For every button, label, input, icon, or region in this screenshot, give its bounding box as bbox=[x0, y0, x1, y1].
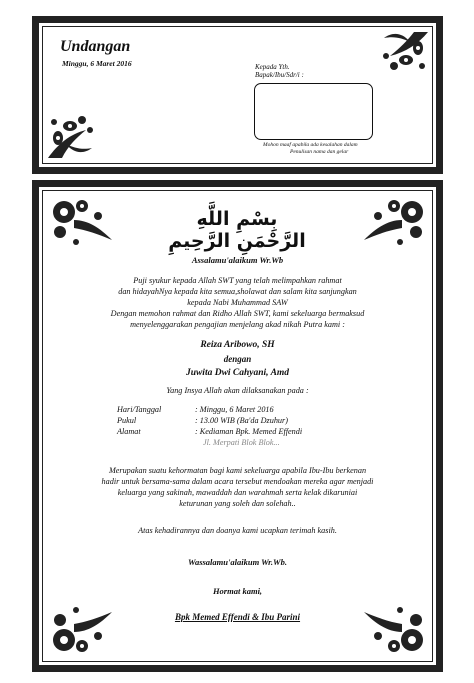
para1-line5: menyelenggarakan pengajian menjelang akad nikah Putra kami : bbox=[130, 320, 345, 329]
para2-line3: keluarga yang sakinah, mawaddah dan warahmah serta kelak dikaruniai bbox=[117, 488, 358, 497]
corner-ornament-icon bbox=[360, 598, 430, 658]
regards-text: Hormat kami, bbox=[212, 586, 263, 596]
detail-value-date: : Minggu, 6 Maret 2016 bbox=[195, 405, 274, 414]
to-label: Kepada Yth. bbox=[255, 63, 290, 71]
detail-label-address: Alamat bbox=[117, 427, 141, 436]
closing-greeting: Wassalamu'alaikum Wr.Wb. bbox=[188, 557, 287, 567]
recipient-label: Bapak/Ibu/Sdr/i : bbox=[255, 71, 304, 79]
envelope-date: Minggu, 6 Maret 2016 bbox=[62, 59, 132, 68]
para2-line1: Merupakan suatu kehormatan bagi kami sekeluarga apabila Ibu-Ibu berkenan bbox=[108, 466, 367, 475]
corner-ornament-icon bbox=[46, 598, 116, 658]
name-note-line2: Penulisan nama dan gelar bbox=[290, 149, 349, 155]
detail-label-time: Pukul bbox=[117, 416, 137, 425]
para2-line4: keturunan yang soleh dan solehah.. bbox=[179, 499, 296, 508]
name-note-line1: Mohon maaf apabila ada kesalahan dalam bbox=[263, 142, 358, 148]
corner-ornament-icon bbox=[46, 194, 116, 254]
para1-line2: dan hidayahNya kepada kita semua,sholawat dan salam kita sanjungkan bbox=[118, 287, 357, 296]
para2-line2: hadir untuk bersama-sama dalam acara tersebut mendoakan mereka agar menjadi bbox=[101, 477, 374, 486]
opening-greeting: Assalamu'alaikum Wr.Wb bbox=[191, 255, 284, 265]
connector-text: dengan bbox=[223, 354, 252, 364]
para1-line4: Dengan memohon rahmat dan Ridho Allah SWT, kami sekeluarga bermaksud bbox=[110, 309, 365, 318]
floral-ornament-icon bbox=[370, 30, 430, 82]
detail-label-date: Hari/Tanggal bbox=[117, 405, 162, 414]
thanks-text: Atas kehadirannya dan doanya kami ucapkan terimah kasih. bbox=[138, 526, 337, 535]
envelope-title: Undangan bbox=[60, 38, 131, 55]
bismillah-calligraphy: بِسْمِ اللَّهِ الرَّحْمَنِ الرَّحِيمِ bbox=[168, 208, 306, 252]
corner-ornament-icon bbox=[360, 194, 430, 254]
event-intro: Yang Insya Allah akan dilaksanakan pada : bbox=[166, 386, 309, 395]
signature-names: Bpk Memed Effendi & Ibu Parini bbox=[174, 612, 301, 622]
para1-line1: Puji syukur kepada Allah SWT yang telah melimpahkan rahmat bbox=[133, 276, 342, 285]
bride-name: Juwita Dwi Cahyani, Amd bbox=[185, 368, 290, 378]
detail-value-time: : 13.00 WIB (Ba'da Dzuhur) bbox=[195, 416, 288, 425]
detail-value-address: : Kediaman Bpk. Memed Effendi bbox=[195, 427, 303, 436]
detail-address-line2: Jl. Merpati Blok Blok... bbox=[203, 438, 280, 447]
para1-line3: kepada Nabi Muhammad SAW bbox=[187, 298, 288, 307]
floral-ornament-icon bbox=[46, 104, 108, 160]
groom-name: Reiza Aribowo, SH bbox=[200, 340, 275, 350]
recipient-address-box[interactable] bbox=[254, 83, 373, 140]
